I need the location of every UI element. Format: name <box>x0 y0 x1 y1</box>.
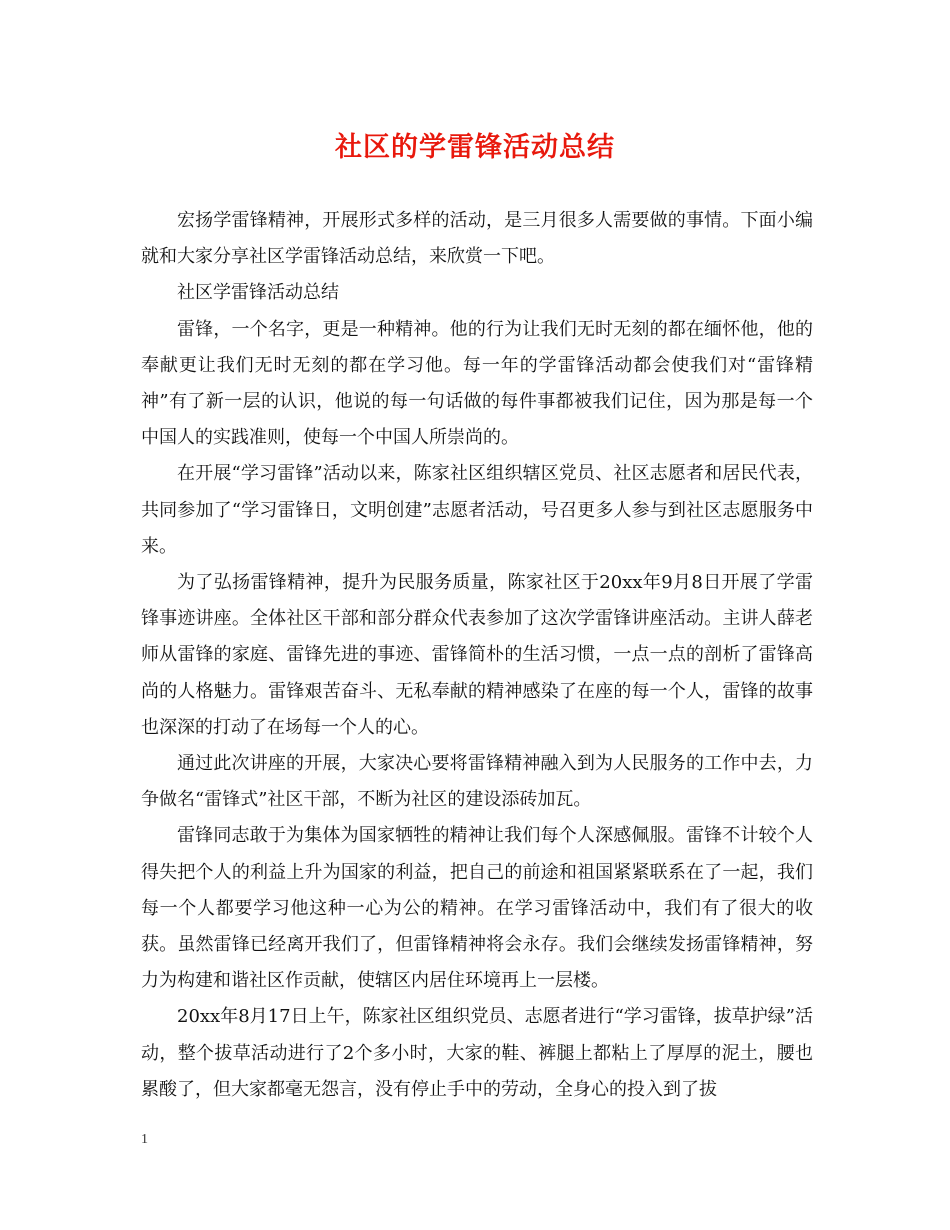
page-number: 1 <box>141 1132 148 1147</box>
paragraph-intro: 宏扬学雷锋精神，开展形式多样的活动，是三月很多人需要做的事情。下面小编就和大家分享社区学雷锋活动总结，来欣赏一下吧。 <box>141 210 813 268</box>
paragraph-1: 雷锋，一个名字，更是一种精神。他的行为让我们无时无刻的都在缅怀他，他的奉献更让我们无时无刻的都在学习他。每一年的学雷锋活动都会使我们对“雷锋精神”有了新一层的认识，他说的每一句话做的每件事都被我们记住，因为那是每一个中国人的实践准则，使每一个中国人所崇尚的。 <box>141 318 813 449</box>
paragraph-4: 通过此次讲座的开展，大家决心要将雷锋精神融入到为人民服务的工作中去，力争做名“雷锋式”社区干部，不断为社区的建设添砖加瓦。 <box>141 753 813 811</box>
paragraph-6: 20xx年8月17日上午，陈家社区组织党员、志愿者进行“学习雷锋，拔草护绿”活动，整个拔草活动进行了2个多小时，大家的鞋、裤腿上都粘上了厚厚的泥土，腰也累酸了，但大家都毫无怨言，没有停止手中的劳动，全身心的投入到了拔 <box>141 1006 813 1100</box>
document-title: 社区的学雷锋活动总结 <box>335 132 615 163</box>
document-body <box>141 203 813 1108</box>
paragraph-3: 为了弘扬雷锋精神，提升为民服务质量，陈家社区于20xx年9月8日开展了学雷锋事迹讲座。全体社区干部和部分群众代表参加了这次学雷锋讲座活动。主讲人薛老师从雷锋的家庭、雷锋先进的事迹、雷锋简朴的生活习惯，一点一点的剖析了雷锋高尚的人格魅力。雷锋艰苦奋斗、无私奉献的精神感染了在座的每一个人，雷锋的故事也深深的打动了在场每一个人的心。 <box>141 572 813 738</box>
paragraph-5: 雷锋同志敢于为集体为国家牺牲的精神让我们每个人深感佩服。雷锋不计较个人得失把个人的利益上升为国家的利益，把自己的前途和祖国紧紧联系在了一起，我们每一个人都要学习他这种一心为公的精神。在学习雷锋活动中，我们有了很大的收获。虽然雷锋已经离开我们了，但雷锋精神将会永存。我们会继续发扬雷锋精神，努力为构建和谐社区作贡献，使辖区内居住环境再上一层楼。 <box>141 825 813 992</box>
paragraph-subheading: 社区学雷锋活动总结 <box>177 282 339 304</box>
paragraph-2: 在开展“学习雷锋”活动以来，陈家社区组织辖区党员、社区志愿者和居民代表，共同参加了“学习雷锋日，文明创建”志愿者活动，号召更多人参与到社区志愿服务中来。 <box>141 463 813 557</box>
